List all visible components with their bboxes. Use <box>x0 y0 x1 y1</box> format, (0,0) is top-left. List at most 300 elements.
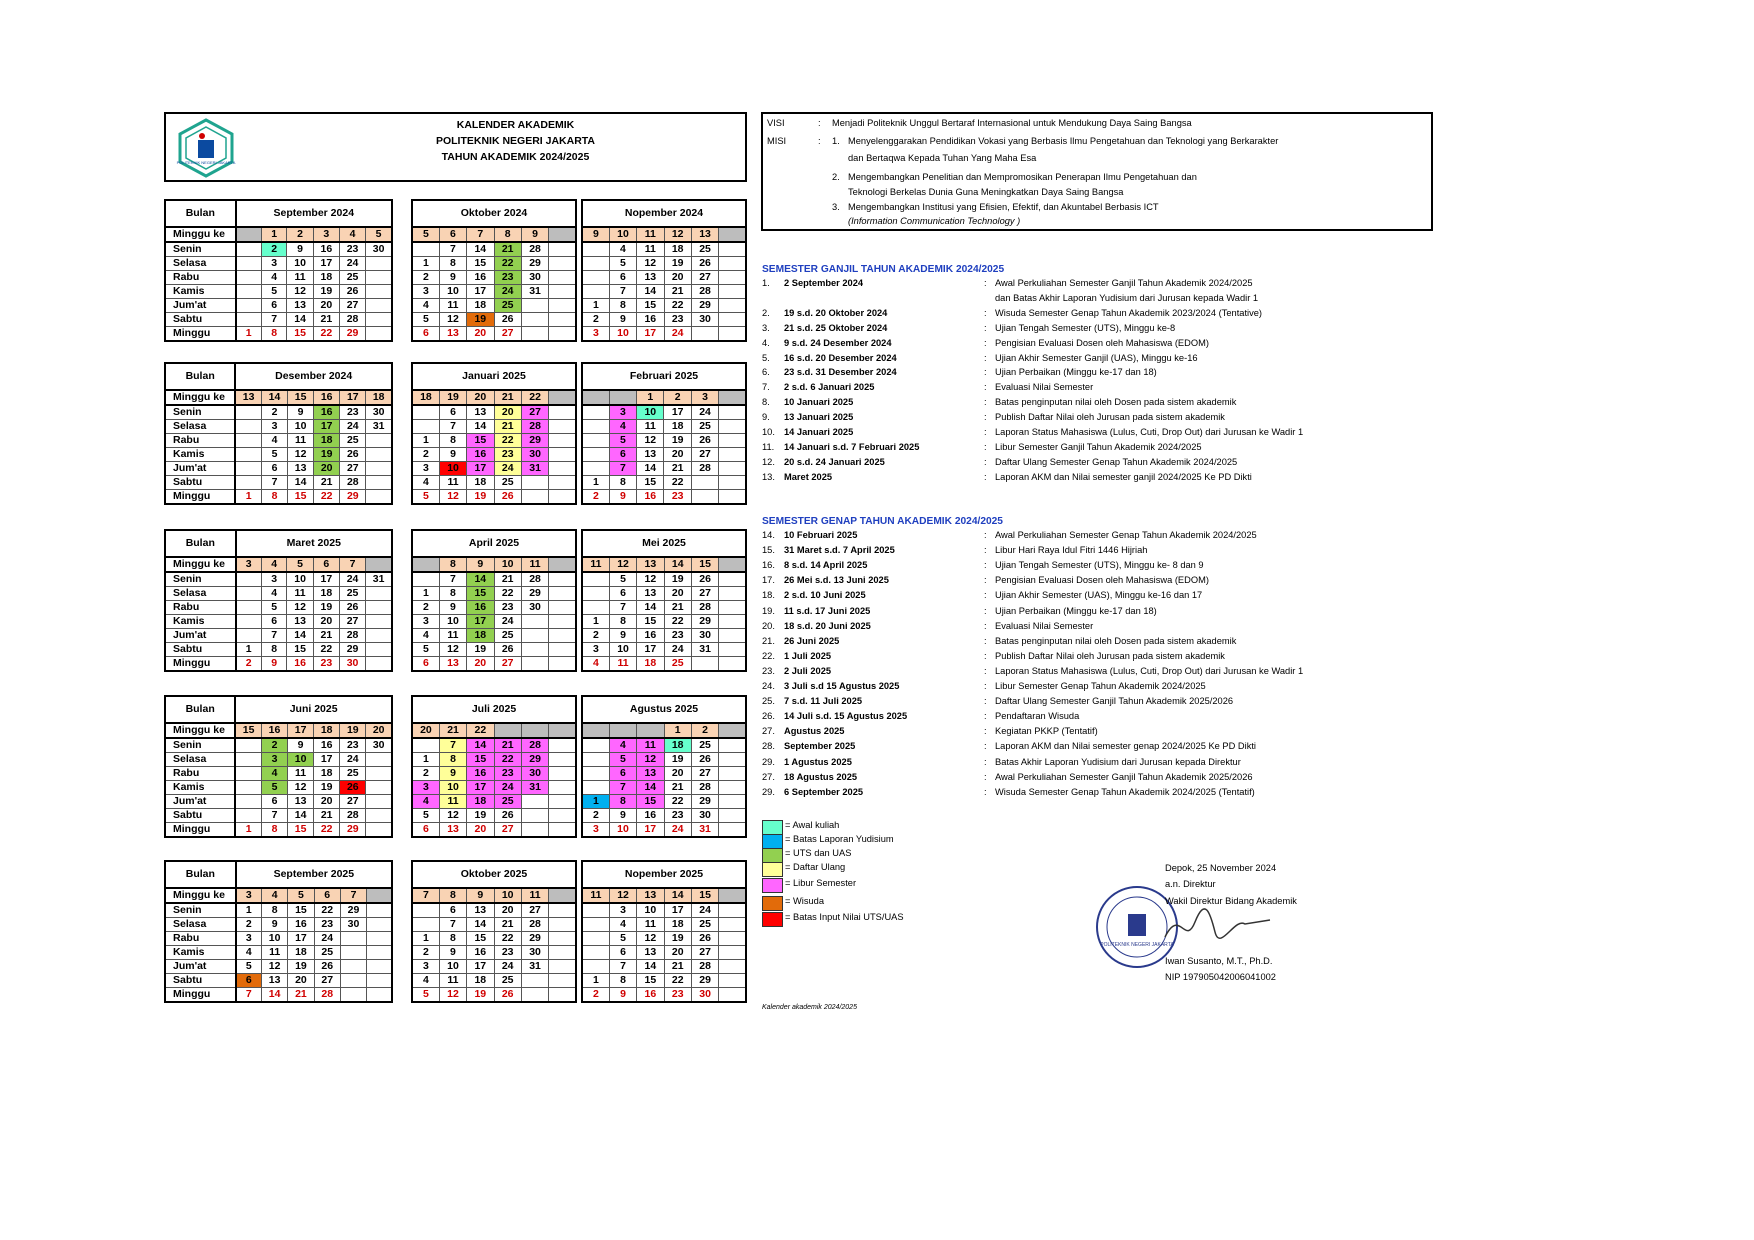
calendar-day: 10 <box>637 405 664 420</box>
calendar-header <box>164 112 747 182</box>
calendar-day: 14 <box>637 285 664 299</box>
weekday-label: Sabtu <box>165 476 235 490</box>
calendar-day: 26 <box>494 809 521 823</box>
event-date: Maret 2025 <box>784 471 833 482</box>
week-number: 1 <box>664 723 691 738</box>
signature-nip: NIP 197905042006041002 <box>1165 972 1276 982</box>
week-number: 5 <box>287 557 313 572</box>
week-number: 21 <box>494 390 521 405</box>
calendar-day: 15 <box>287 327 313 342</box>
calendar-day: 22 <box>313 327 339 342</box>
week-number: 4 <box>339 227 365 242</box>
calendar-day: 24 <box>664 327 691 342</box>
event-description: Evaluasi Nilai Semester <box>995 620 1094 631</box>
calendar-day <box>521 988 548 1003</box>
week-number: 20 <box>412 723 439 738</box>
week-number: 14 <box>664 888 691 903</box>
calendar-day <box>549 988 576 1003</box>
calendar-day: 22 <box>494 587 521 601</box>
weekday-label: Selasa <box>165 587 236 601</box>
event-number: 5. <box>762 352 770 363</box>
calendar-day: 22 <box>314 903 340 918</box>
calendar-day: 19 <box>314 781 340 795</box>
calendar-day: 24 <box>339 257 365 271</box>
calendar-day: 29 <box>339 643 365 657</box>
calendar-day <box>549 615 576 629</box>
calendar-day: 23 <box>664 988 691 1003</box>
event-description: Libur Semester Genap Tahun Akademik 2024/2025 <box>995 681 1206 691</box>
calendar-day: 21 <box>313 313 339 327</box>
calendar-day <box>719 257 746 271</box>
calendar-day: 16 <box>288 918 314 932</box>
event-description: Ujian Akhir Semester Ganjil (UAS), Minggu ke-16 <box>995 352 1198 363</box>
week-number: 15 <box>288 390 314 405</box>
calendar-day: 9 <box>439 271 466 285</box>
calendar-day: 15 <box>467 257 494 271</box>
calendar-day: 23 <box>340 405 366 420</box>
calendar-day <box>549 601 576 615</box>
month-calendar <box>581 199 747 342</box>
calendar-day: 23 <box>664 313 691 327</box>
calendar-day: 12 <box>637 572 664 587</box>
calendar-day: 26 <box>339 285 365 299</box>
calendar-day: 17 <box>637 823 664 838</box>
calendar-day <box>582 918 609 932</box>
legend-label: = Libur Semester <box>785 878 857 888</box>
calendar-day: 20 <box>288 974 314 988</box>
calendar-day <box>235 405 261 420</box>
calendar-day <box>719 434 746 448</box>
calendar-day: 2 <box>236 918 262 932</box>
bulan-label: Bulan <box>165 363 235 390</box>
month-calendar <box>581 695 747 838</box>
calendar-day: 4 <box>412 974 439 988</box>
calendar-day: 6 <box>609 587 636 601</box>
weekday-label: Senin <box>165 242 236 257</box>
calendar-day: 26 <box>494 313 521 327</box>
calendar-day: 18 <box>313 587 339 601</box>
calendar-day: 8 <box>609 795 636 809</box>
calendar-day: 2 <box>261 405 287 420</box>
calendar-day: 10 <box>287 257 313 271</box>
calendar-day <box>549 448 576 462</box>
calendar-day: 7 <box>439 738 466 753</box>
calendar-day <box>549 932 576 946</box>
calendar-day: 29 <box>691 615 718 629</box>
calendar-day: 31 <box>521 462 548 476</box>
calendar-day: 11 <box>288 434 314 448</box>
calendar-day: 28 <box>340 809 366 823</box>
week-number <box>637 723 664 738</box>
month-calendar <box>411 362 577 505</box>
calendar-day: 6 <box>439 405 466 420</box>
calendar-day: 28 <box>521 242 548 257</box>
calendar-day: 17 <box>467 462 494 476</box>
event-description: Wisuda Semester Genap Tahun Akademik 2023/2024 (Tentative) <box>995 307 1263 318</box>
calendar-day: 10 <box>609 643 636 657</box>
calendar-day: 21 <box>494 572 521 587</box>
calendar-day: 5 <box>412 490 439 505</box>
event-date: 2 s.d. 6 Januari 2025 <box>784 382 875 393</box>
calendar-day: 16 <box>467 767 494 781</box>
calendar-day: 18 <box>467 476 494 490</box>
event-colon: : <box>984 635 987 646</box>
week-number <box>582 390 609 405</box>
calendar-day: 7 <box>439 572 466 587</box>
week-number: 8 <box>494 227 521 242</box>
calendar-day <box>367 946 392 960</box>
calendar-day: 12 <box>287 285 313 299</box>
week-number: 3 <box>236 557 262 572</box>
event-date: 14 Juli s.d. 15 Agustus 2025 <box>784 711 908 722</box>
calendar-day: 13 <box>288 795 314 809</box>
calendar-day <box>582 753 609 767</box>
calendar-day <box>582 946 609 960</box>
event-row <box>762 427 1362 441</box>
calendar-day: 13 <box>637 271 664 285</box>
calendar-day <box>236 313 262 327</box>
event-row <box>762 666 1362 680</box>
event-description: Libur Semester Ganjil Tahun Akademik 2024/2025 <box>995 441 1202 452</box>
week-number: 14 <box>664 557 691 572</box>
calendar-day: 20 <box>313 615 339 629</box>
calendar-day: 28 <box>691 960 718 974</box>
event-description: Ujian Tengah Semester (UTS), Minggu ke-8 <box>995 322 1176 333</box>
month-calendar <box>411 695 577 838</box>
calendar-day <box>719 299 746 313</box>
calendar-day: 1 <box>236 643 262 657</box>
calendar-day <box>719 313 746 327</box>
calendar-day: 1 <box>412 434 439 448</box>
calendar-day: 1 <box>582 615 609 629</box>
calendar-day: 24 <box>339 572 365 587</box>
event-date: 1 Juli 2025 <box>784 650 832 661</box>
calendar-day: 30 <box>339 657 365 672</box>
calendar-day: 30 <box>691 988 718 1003</box>
calendar-day: 8 <box>439 753 466 767</box>
event-date: 26 Mei s.d. 13 Juni 2025 <box>784 575 889 586</box>
calendar-day: 11 <box>637 420 664 434</box>
calendar-day <box>719 601 746 615</box>
calendar-day: 10 <box>439 781 466 795</box>
calendar-day <box>366 615 392 629</box>
calendar-day <box>521 823 548 838</box>
event-date: 11 s.d. 17 Juni 2025 <box>784 605 871 616</box>
week-number: 9 <box>467 888 494 903</box>
calendar-day: 25 <box>339 271 365 285</box>
calendar-day: 20 <box>664 587 691 601</box>
event-date: 9 s.d. 24 Desember 2024 <box>784 337 892 348</box>
calendar-day: 20 <box>664 767 691 781</box>
month-name: Juli 2025 <box>412 696 576 723</box>
calendar-day: 24 <box>494 615 521 629</box>
calendar-day: 23 <box>314 918 340 932</box>
calendar-day: 9 <box>609 809 636 823</box>
calendar-day: 10 <box>288 753 314 767</box>
calendar-day: 1 <box>235 823 261 838</box>
calendar-day <box>236 629 262 643</box>
calendar-day: 9 <box>288 405 314 420</box>
calendar-day: 15 <box>637 974 664 988</box>
calendar-day: 19 <box>467 490 494 505</box>
calendar-day <box>549 629 576 643</box>
calendar-day <box>719 643 746 657</box>
calendar-day <box>340 946 366 960</box>
calendar-day <box>412 738 439 753</box>
bulan-label: Bulan <box>165 530 236 557</box>
week-number: 8 <box>439 888 466 903</box>
calendar-day <box>582 257 609 271</box>
calendar-day: 16 <box>637 490 664 505</box>
calendar-day: 2 <box>582 988 609 1003</box>
calendar-day: 15 <box>467 753 494 767</box>
event-row <box>762 530 1362 544</box>
legend-label: = UTS dan UAS <box>785 848 852 858</box>
calendar-day: 21 <box>494 738 521 753</box>
misi-3-line-b: (Information Communication Technology ) <box>848 216 1021 226</box>
week-number <box>549 723 576 738</box>
month-calendar <box>581 362 747 505</box>
calendar-day <box>235 476 261 490</box>
calendar-day <box>549 462 576 476</box>
calendar-day: 7 <box>261 476 287 490</box>
header-title: KALENDER AKADEMIK <box>456 119 575 131</box>
calendar-day <box>582 932 609 946</box>
calendar-day: 26 <box>691 434 718 448</box>
calendar-day: 3 <box>412 615 439 629</box>
calendar-day: 4 <box>609 738 636 753</box>
calendar-day: 26 <box>691 932 718 946</box>
calendar-day: 6 <box>609 946 636 960</box>
calendar-day: 21 <box>494 918 521 932</box>
event-row <box>762 442 1362 456</box>
calendar-day: 4 <box>582 657 609 672</box>
calendar-day: 1 <box>582 476 609 490</box>
calendar-day <box>582 587 609 601</box>
week-number: 7 <box>467 227 494 242</box>
calendar-day: 29 <box>340 823 366 838</box>
week-number <box>719 888 746 903</box>
weekday-label: Senin <box>165 903 236 918</box>
calendar-day: 5 <box>609 753 636 767</box>
calendar-day: 19 <box>664 572 691 587</box>
event-number: 11. <box>762 441 775 452</box>
event-number: 15. <box>762 545 775 556</box>
calendar-day: 4 <box>261 587 287 601</box>
event-row <box>762 575 1362 589</box>
calendar-day: 7 <box>439 918 466 932</box>
calendar-day: 4 <box>412 299 439 313</box>
calendar-day <box>366 285 392 299</box>
month-calendar <box>164 529 393 672</box>
calendar-day: 8 <box>261 823 287 838</box>
event-row <box>762 606 1362 620</box>
event-date: 14 Januari 2025 <box>784 427 854 437</box>
calendar-day: 12 <box>439 988 466 1003</box>
calendar-day <box>521 643 548 657</box>
calendar-day: 5 <box>609 932 636 946</box>
calendar-day: 11 <box>637 918 664 932</box>
week-number: 22 <box>521 390 548 405</box>
calendar-day <box>521 490 548 505</box>
calendar-day: 5 <box>261 601 287 615</box>
week-number: 7 <box>412 888 439 903</box>
calendar-day <box>691 327 718 342</box>
event-row <box>762 757 1362 771</box>
calendar-day: 9 <box>439 448 466 462</box>
calendar-day: 11 <box>637 242 664 257</box>
calendar-day <box>549 257 576 271</box>
calendar-day: 5 <box>261 448 287 462</box>
calendar-day <box>549 918 576 932</box>
calendar-day: 18 <box>664 420 691 434</box>
calendar-day <box>582 601 609 615</box>
calendar-day: 25 <box>340 767 366 781</box>
calendar-day: 11 <box>288 767 314 781</box>
event-number: 28. <box>762 741 775 752</box>
event-number: 9. <box>762 412 770 423</box>
event-colon: : <box>984 575 987 586</box>
calendar-day: 27 <box>521 903 548 918</box>
calendar-day: 20 <box>664 448 691 462</box>
calendar-day: 23 <box>494 601 521 615</box>
calendar-day: 26 <box>339 601 365 615</box>
week-number: 14 <box>261 390 287 405</box>
calendar-day <box>691 490 718 505</box>
calendar-day: 1 <box>412 932 439 946</box>
calendar-day: 13 <box>439 823 466 838</box>
calendar-day: 16 <box>287 657 313 672</box>
week-number: 19 <box>340 723 366 738</box>
weekday-label: Selasa <box>165 420 235 434</box>
week-number: 3 <box>313 227 339 242</box>
calendar-day: 4 <box>609 242 636 257</box>
calendar-day: 14 <box>467 572 494 587</box>
calendar-day: 7 <box>609 601 636 615</box>
event-row <box>762 545 1362 559</box>
minggu-ke-label: Minggu ke <box>165 390 235 405</box>
event-number: 29. <box>762 756 775 767</box>
calendar-day: 19 <box>664 257 691 271</box>
calendar-day <box>549 587 576 601</box>
calendar-day: 27 <box>340 795 366 809</box>
calendar-day: 14 <box>637 781 664 795</box>
event-number: 25. <box>762 696 775 707</box>
calendar-day: 22 <box>314 823 340 838</box>
calendar-day: 13 <box>287 299 313 313</box>
calendar-day: 11 <box>287 587 313 601</box>
week-number: 13 <box>235 390 261 405</box>
event-number: 27. <box>762 726 775 737</box>
calendar-day <box>521 299 548 313</box>
calendar-day: 20 <box>494 903 521 918</box>
calendar-day: 5 <box>412 313 439 327</box>
calendar-day: 4 <box>261 271 287 285</box>
calendar-day: 5 <box>609 257 636 271</box>
calendar-day: 17 <box>314 753 340 767</box>
calendar-day: 21 <box>313 629 339 643</box>
week-number <box>367 888 392 903</box>
event-description: Ujian Tengah Semester (UTS), Minggu ke- 8 dan 9 <box>995 560 1204 571</box>
weekday-label: Kamis <box>165 448 235 462</box>
calendar-day: 8 <box>609 615 636 629</box>
calendar-day: 25 <box>691 918 718 932</box>
calendar-day <box>412 242 439 257</box>
calendar-day: 3 <box>236 932 262 946</box>
minggu-ke-label: Minggu ke <box>165 888 236 903</box>
calendar-day: 12 <box>439 313 466 327</box>
calendar-day: 10 <box>287 572 313 587</box>
month-calendar <box>164 695 393 838</box>
calendar-day: 12 <box>288 781 314 795</box>
calendar-day: 5 <box>261 285 287 299</box>
calendar-day: 16 <box>314 405 340 420</box>
calendar-day <box>719 738 746 753</box>
calendar-day: 22 <box>314 490 340 505</box>
calendar-day: 22 <box>664 615 691 629</box>
event-number: 27. <box>762 771 775 782</box>
calendar-day: 10 <box>262 932 288 946</box>
calendar-day <box>340 974 366 988</box>
week-number: 20 <box>467 390 494 405</box>
event-row <box>762 772 1362 786</box>
calendar-day: 25 <box>494 476 521 490</box>
event-description: Daftar Ulang Semester Genap Tahun Akademik 2024/2025 <box>995 456 1238 467</box>
calendar-day <box>582 405 609 420</box>
event-date: 23 s.d. 31 Desember 2024 <box>784 367 897 378</box>
calendar-day: 30 <box>521 448 548 462</box>
calendar-day <box>719 476 746 490</box>
weekday-label: Jum'at <box>165 299 236 313</box>
calendar-day <box>719 753 746 767</box>
calendar-day: 2 <box>582 490 609 505</box>
calendar-day: 3 <box>412 462 439 476</box>
event-date: 31 Maret s.d. 7 April 2025 <box>784 545 895 556</box>
calendar-day: 23 <box>664 490 691 505</box>
month-name: Maret 2025 <box>236 530 392 557</box>
week-number: 9 <box>467 557 494 572</box>
calendar-day: 22 <box>494 257 521 271</box>
calendar-day: 18 <box>664 242 691 257</box>
calendar-day: 15 <box>287 643 313 657</box>
signature-an: a.n. Direktur <box>1165 879 1216 889</box>
calendar-day <box>549 420 576 434</box>
calendar-day: 8 <box>262 903 288 918</box>
weekday-label: Sabtu <box>165 809 235 823</box>
event-description: Laporan AKM dan Nilai semester genap 2024/2025 Ke PD Dikti <box>995 741 1256 752</box>
calendar-day: 21 <box>664 601 691 615</box>
calendar-day: 15 <box>637 299 664 313</box>
calendar-day <box>582 420 609 434</box>
calendar-day <box>366 753 392 767</box>
month-calendar <box>411 529 577 672</box>
calendar-day: 27 <box>691 767 718 781</box>
calendar-day <box>549 781 576 795</box>
calendar-day: 17 <box>467 285 494 299</box>
calendar-day: 26 <box>691 257 718 271</box>
calendar-day <box>236 572 262 587</box>
calendar-day: 2 <box>412 946 439 960</box>
legend-item <box>762 862 962 876</box>
calendar-day: 9 <box>261 657 287 672</box>
event-date: 6 September 2025 <box>784 786 864 797</box>
calendar-day: 22 <box>664 476 691 490</box>
week-number: 17 <box>288 723 314 738</box>
weekday-label: Jum'at <box>165 795 235 809</box>
calendar-day <box>367 960 392 974</box>
calendar-day: 17 <box>637 643 664 657</box>
month-name: Oktober 2024 <box>412 200 576 227</box>
